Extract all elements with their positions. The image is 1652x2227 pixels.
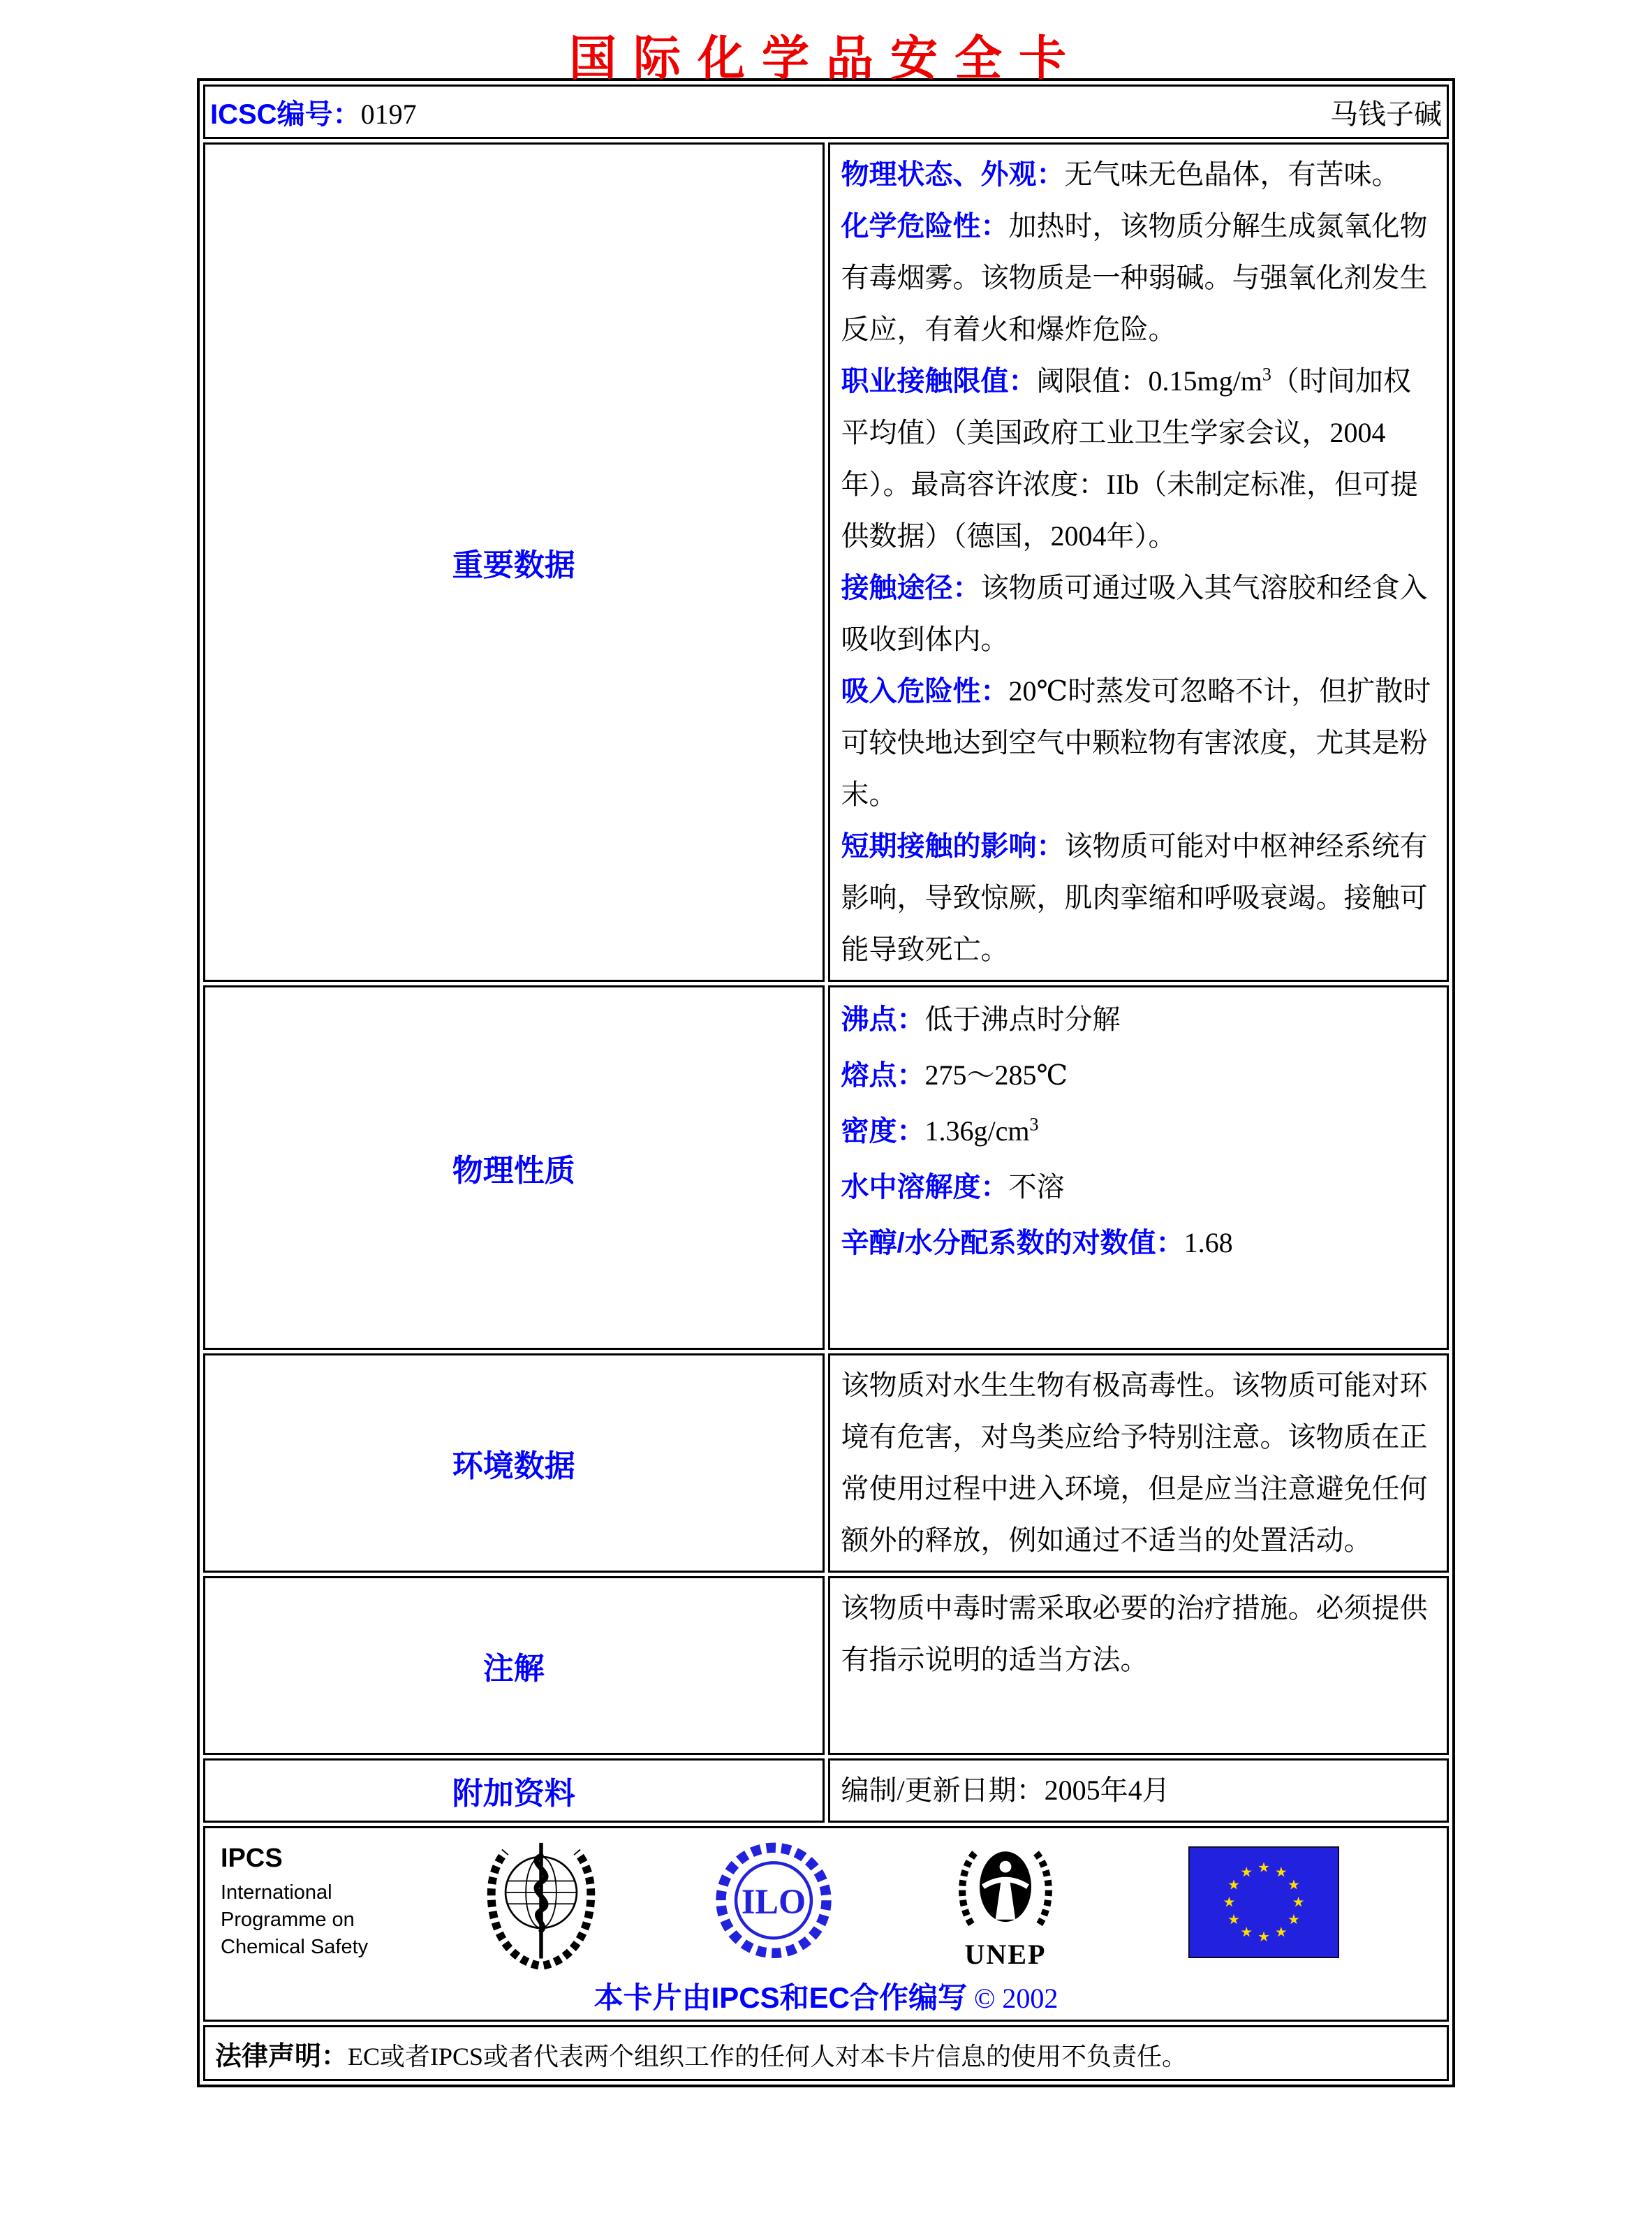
field-label: 沸点：	[841, 1004, 925, 1035]
field-label: 职业接触限值：	[841, 366, 1037, 397]
logos-strip	[212, 1834, 1440, 1971]
field-text: 20℃时蒸发可忽略不计，但扩散时可较快地达到空气中颗粒物有害浓度，尤其是粉末。	[841, 675, 1431, 810]
field-chemical-danger	[841, 200, 1436, 355]
field-text: 275～285℃	[924, 1059, 1068, 1091]
eu-flag-icon	[1188, 1846, 1339, 1958]
legal-notice-text: EC或者IPCS或者代表两个组织工作的任何人对本卡片信息的使用不负责任。	[348, 2042, 1188, 2071]
ipcs-line: International	[221, 1881, 332, 1904]
field-text: 低于沸点时分解	[924, 1004, 1121, 1035]
field-water-solubility	[841, 1159, 1436, 1215]
unep-logo	[947, 1834, 1064, 1971]
ilo-letters: ILO	[741, 1882, 806, 1922]
ipcs-line: Chemical Safety	[221, 1936, 369, 1958]
field-physical-state	[841, 149, 1436, 200]
card-header-row	[203, 84, 1449, 139]
field-label: 吸入危险性：	[841, 676, 1009, 707]
section-content-environmental-data	[828, 1353, 1450, 1573]
superscript: 3	[1262, 364, 1271, 385]
field-label: 短期接触的影响：	[841, 831, 1065, 862]
unep-letters: UNEP	[964, 1939, 1047, 1970]
field-boiling-point	[841, 992, 1436, 1048]
field-text: 该物质可通过吸入其气溶胶和经食入吸收到体内。	[841, 572, 1428, 655]
cooperation-caption	[212, 1975, 1440, 2017]
field-melting-point	[841, 1048, 1436, 1103]
field-density	[841, 1103, 1436, 1159]
page-title: 国际化学品安全卡	[568, 32, 1083, 85]
section-content-important-data	[828, 142, 1450, 982]
field-label: 接触途径：	[841, 573, 981, 603]
icsc-number-value: 0197	[360, 98, 417, 130]
section-label-additional-info: 附加资料	[203, 1758, 825, 1823]
field-label: 水中溶解度：	[841, 1172, 1009, 1203]
section-label-important-data: 重要数据	[203, 142, 825, 982]
ipcs-text-block	[221, 1844, 395, 1961]
update-date-text: 编制/更新日期：2005年4月	[841, 1774, 1170, 1806]
notes-text: 该物质中毒时需采取必要的治疗措施。必须提供有指示说明的适当方法。	[841, 1592, 1428, 1675]
logos-row	[203, 1826, 1449, 2022]
field-text: 不溶	[1008, 1171, 1065, 1203]
environment-text: 该物质对水生生物有极高毒性。该物质可能对环境有危害，对鸟类应给予特别注意。该物质在正常使用过程中进入环境，但是应当注意避免任何额外的释放，例如通过不适当的处置活动。	[841, 1369, 1428, 1556]
field-text: （时间加权平均值）（美国政府工业卫生学家会议，2004年）。最高容许浓度：IIb（未制定标准，但可提供数据）（德国，2004年）。	[841, 365, 1419, 552]
section-content-physical-properties	[828, 985, 1450, 1350]
section-content-additional-info	[828, 1758, 1450, 1823]
field-label: 密度：	[841, 1116, 925, 1147]
field-label: 辛醇/水分配系数的对数值：	[841, 1228, 1184, 1258]
field-text: 加热时，该物质分解生成氮氧化物有毒烟雾。该物质是一种弱碱。与强氧化剂发生反应，有着火和爆炸危险。	[841, 210, 1428, 345]
section-label-environmental-data: 环境数据	[203, 1353, 825, 1573]
field-exposure-routes	[841, 562, 1436, 666]
field-text: 1.68	[1183, 1227, 1233, 1258]
field-occupational-limits	[841, 355, 1436, 562]
legal-notice-label: 法律声明：	[215, 2041, 348, 2071]
unep-emblem-icon	[947, 1834, 1064, 1937]
field-short-term-effects	[841, 821, 1436, 976]
legal-notice-row	[203, 2025, 1449, 2081]
superscript: 3	[1029, 1114, 1039, 1135]
field-label: 熔点：	[841, 1060, 925, 1091]
who-logo-icon	[478, 1834, 605, 1971]
section-content-notes	[828, 1576, 1450, 1755]
ipcs-acronym: IPCS	[221, 1844, 283, 1873]
icsc-number-group	[210, 92, 417, 132]
caption-text: 本卡片由IPCS和EC合作编写	[593, 1981, 967, 2014]
section-label-notes: 注解	[203, 1576, 825, 1755]
field-text: 阈限值：0.15mg/m	[1036, 365, 1262, 397]
chemical-name: 马钱子碱	[1330, 98, 1442, 130]
ilo-logo-icon	[711, 1834, 836, 1971]
field-inhalation-risk	[841, 666, 1436, 821]
copyright-text: © 2002	[973, 1983, 1059, 2014]
field-text: 1.36g/cm	[924, 1115, 1030, 1147]
field-text: 无气味无色晶体，有苦味。	[1064, 159, 1400, 190]
icsc-card-table	[197, 78, 1455, 2087]
section-label-physical-properties: 物理性质	[203, 985, 825, 1350]
field-label: 化学危险性：	[841, 211, 1009, 242]
field-text: 该物质可能对中枢神经系统有影响，导致惊厥，肌肉挛缩和呼吸衰竭。接触可能导致死亡。	[841, 830, 1428, 965]
field-octanol-water-partition	[841, 1215, 1436, 1271]
ipcs-line: Programme on	[221, 1909, 355, 1931]
field-label: 物理状态、外观：	[841, 159, 1065, 190]
icsc-number-label: ICSC编号：	[210, 98, 361, 130]
